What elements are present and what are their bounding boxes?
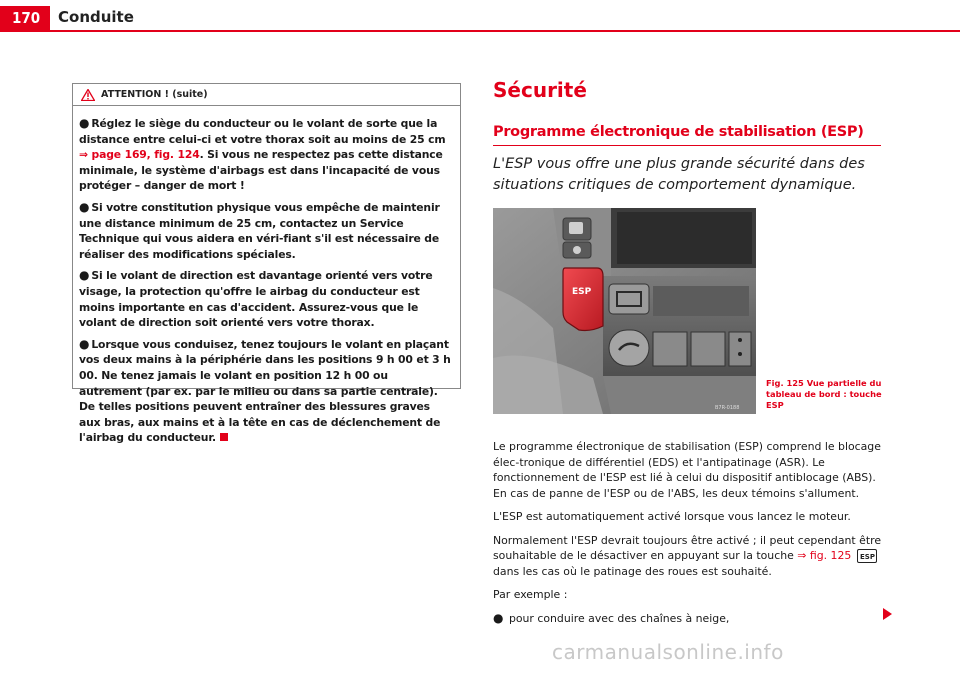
esp-key-icon <box>857 549 877 563</box>
image-code: B7R-0188 <box>715 405 740 411</box>
esp-key-label: ESP <box>859 553 875 561</box>
bullet-icon: ● <box>79 336 90 351</box>
lead-paragraph: L'ESP vous offre une plus grande sécurité dans des situations critiques de comportement dynamique. <box>493 156 865 193</box>
header-rule <box>0 30 960 32</box>
dashboard-illustration <box>493 208 756 414</box>
end-square-icon <box>220 433 228 441</box>
section-title: Sécurité <box>493 78 587 102</box>
next-page-arrow-icon[interactable] <box>883 608 892 620</box>
list-item: ● pour conduire avec des chaînes à neige, <box>493 610 730 625</box>
warning-box <box>72 83 461 445</box>
warning-item: ● Réglez le siège du conducteur ou le volant de sorte que la distance entre celui-ci et votre thorax soit au moins de 25 cm ⇒ page 169, fig. 124. Si vous ne respectez pas cette distance minimale, le système d'airbags est dans l'incapacité de vous protéger – danger de mort ! <box>79 116 446 193</box>
paragraph: Le programme électronique de stabilisation (ESP) comprend le blocage élec-tronique de différentiel (EDS) et l'antipatinage (ASR). Le fonctionnement de l'ESP est lié à celui du dispositif antiblocage (ABS). En cas de panne de l'ESP ou de l'ABS, les deux témoins s'allument. <box>493 440 881 500</box>
bullet-icon: ● <box>79 116 90 130</box>
warning-title: ATTENTION ! (suite) <box>101 89 208 100</box>
bullet-icon: ● <box>493 610 504 625</box>
subsection-rule <box>493 145 881 146</box>
page-header <box>0 0 960 40</box>
warning-item: ● Lorsque vous conduisez, tenez toujours le volant en plaçant vos deux mains à la périphérie dans les positions 9 h 00 et 3 h 00. Ne tenez jamais le volant en position 12 h 00 ou autrement (par ex. par le milieu ou dans sa partie centrale). De telles positions peuvent entraîner des blessures graves aux bras, aux mains et à la tête en cas de déclenchement de l'airbag du conducteur. <box>79 336 451 445</box>
warning-header <box>73 84 460 106</box>
cross-reference-link[interactable]: ⇒ fig. 125 <box>797 549 852 562</box>
warning-item: ● Si le volant de direction est davantage orienté vers votre visage, la protection qu'offre le airbag du conducteur est moins importante en cas d'accident. Assurez-vous que le volant de direction soit orienté vers votre thorax. <box>79 268 433 330</box>
paragraph: Normalement l'ESP devrait toujours être activé ; il peut cependant être souhaitable de le désactiver en appuyant sur la touche ⇒ fig. 125 ESP dans les cas où le patinage des roues est souhaité. <box>493 533 882 578</box>
paragraph: Par exemple : <box>493 588 568 601</box>
page-number: 170 <box>0 6 50 30</box>
bullet-icon: ● <box>79 199 90 214</box>
figure-caption: Fig. 125 Vue partielle du tableau de bord : touche ESP <box>766 378 882 410</box>
warning-triangle-icon <box>81 89 95 101</box>
warning-body <box>73 106 460 446</box>
subsection-title: Programme électronique de stabilisation (ESP) <box>493 124 864 140</box>
chapter-title: Conduite <box>58 8 134 26</box>
bullet-icon: ● <box>79 268 90 283</box>
watermark: carmanualsonline.info <box>552 640 784 664</box>
warning-item: ● Si votre constitution physique vous empêche de maintenir une distance minimum de 25 cm, contactez un Service Technique qui vous aidera en véri-fiant s'il est nécessaire de réaliser des modifications spéciales. <box>79 199 440 261</box>
esp-button-label: ESP <box>572 287 592 297</box>
paragraph: L'ESP est automatiquement activé lorsque vous lancez le moteur. <box>493 510 851 523</box>
dashboard-photo <box>493 208 756 414</box>
body-text <box>493 439 888 634</box>
cross-reference-link[interactable]: ⇒ page 169, fig. 124 <box>79 148 200 162</box>
